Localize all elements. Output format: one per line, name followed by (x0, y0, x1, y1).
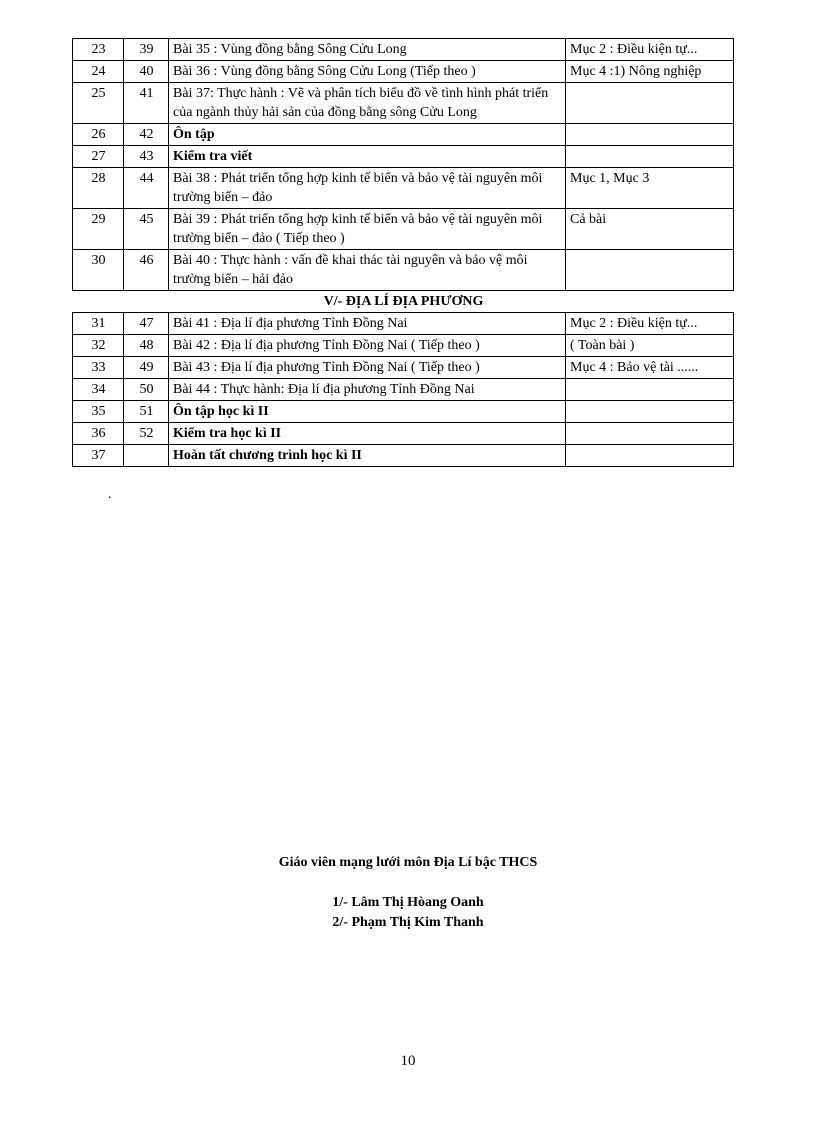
period-cell: 42 (124, 124, 169, 146)
table-row (73, 61, 734, 83)
lesson-cell: Ôn tập học kì II (169, 401, 566, 423)
note-cell (566, 401, 734, 423)
note-cell (566, 146, 734, 168)
period-cell: 51 (124, 401, 169, 423)
lesson-cell: Bài 35 : Vùng đồng bằng Sông Cửu Long (169, 39, 566, 61)
lesson-cell: Kiểm tra học kì II (169, 423, 566, 445)
note-cell (566, 445, 734, 467)
week-cell: 31 (73, 313, 124, 335)
table-row (73, 250, 734, 291)
table-row (73, 379, 734, 401)
period-cell: 45 (124, 209, 169, 250)
lesson-cell: Bài 37: Thực hành : Vẽ và phân tích biểu đồ về tình hình phát triển của ngành thủy hải sản của đồng bằng sông Cửu Long (169, 83, 566, 124)
signature-teacher-2: 2/- Phạm Thị Kim Thanh (332, 915, 484, 930)
week-cell: 33 (73, 357, 124, 379)
table-row (73, 335, 734, 357)
period-cell: 49 (124, 357, 169, 379)
period-cell: 48 (124, 335, 169, 357)
signature-teacher-1: 1/- Lâm Thị Hòang Oanh (332, 895, 484, 910)
note-cell: Cả bài (566, 209, 734, 250)
lesson-cell: Hoàn tất chương trình học kì II (169, 445, 566, 467)
week-cell: 26 (73, 124, 124, 146)
period-cell: 52 (124, 423, 169, 445)
lesson-cell: Ôn tập (169, 124, 566, 146)
table-row (73, 445, 734, 467)
period-cell: 39 (124, 39, 169, 61)
week-cell: 36 (73, 423, 124, 445)
week-cell: 35 (73, 401, 124, 423)
signature-heading: Giáo viên mạng lưới môn Địa Lí bậc THCS (278, 855, 538, 870)
note-cell (566, 83, 734, 124)
table-row (73, 313, 734, 335)
page-number: 10 (400, 1053, 416, 1069)
note-cell (566, 379, 734, 401)
period-cell (124, 445, 169, 467)
table-row (73, 357, 734, 379)
week-cell: 34 (73, 379, 124, 401)
note-cell (566, 423, 734, 445)
note-cell (566, 124, 734, 146)
lesson-cell: Bài 40 : Thực hành : vấn đề khai thác tài nguyên và bảo vệ môi trường biển – hải đảo (169, 250, 566, 291)
table-row (73, 209, 734, 250)
lesson-cell: Bài 42 : Địa lí địa phương Tỉnh Đồng Nai ( Tiếp theo ) (169, 335, 566, 357)
note-cell: Mục 1, Mục 3 (566, 168, 734, 209)
note-cell: ( Toàn bài ) (566, 335, 734, 357)
lesson-cell: Bài 41 : Địa lí địa phương Tỉnh Đồng Nai (169, 313, 566, 335)
lesson-cell: Bài 39 : Phát triển tổng hợp kinh tế biển và bảo vệ tài nguyên môi trường biển – đảo ( Tiếp theo ) (169, 209, 566, 250)
week-cell: 25 (73, 83, 124, 124)
note-cell: Mục 4 : Bảo vệ tài ...... (566, 357, 734, 379)
table-row (73, 401, 734, 423)
note-cell: Mục 2 : Điều kiện tự... (566, 313, 734, 335)
lesson-cell: Bài 38 : Phát triển tổng hợp kinh tế biển và bảo vệ tài nguyên môi trường biển – đảo (169, 168, 566, 209)
period-cell: 44 (124, 168, 169, 209)
curriculum-table-body (73, 39, 734, 467)
period-cell: 41 (124, 83, 169, 124)
lesson-cell: Kiểm tra viết (169, 146, 566, 168)
curriculum-table (72, 38, 734, 467)
table-row (73, 423, 734, 445)
table-row (73, 39, 734, 61)
table-row (73, 168, 734, 209)
note-cell: Mục 4 :1) Nông nghiệp (566, 61, 734, 83)
period-cell: 43 (124, 146, 169, 168)
table-row (73, 124, 734, 146)
week-cell: 28 (73, 168, 124, 209)
table-row (73, 83, 734, 124)
week-cell: 24 (73, 61, 124, 83)
period-cell: 47 (124, 313, 169, 335)
week-cell: 32 (73, 335, 124, 357)
week-cell: 23 (73, 39, 124, 61)
note-cell: Mục 2 : Điều kiện tự... (566, 39, 734, 61)
period-cell: 46 (124, 250, 169, 291)
period-cell: 40 (124, 61, 169, 83)
week-cell: 29 (73, 209, 124, 250)
note-cell (566, 250, 734, 291)
section-row (73, 291, 734, 313)
week-cell: 37 (73, 445, 124, 467)
stray-mark: . (108, 487, 112, 502)
table-row (73, 146, 734, 168)
week-cell: 30 (73, 250, 124, 291)
lesson-cell: Bài 44 : Thực hành: Địa lí địa phương Tỉnh Đồng Nai (169, 379, 566, 401)
week-cell: 27 (73, 146, 124, 168)
lesson-cell: Bài 36 : Vùng đồng bằng Sông Cửu Long (Tiếp theo ) (169, 61, 566, 83)
period-cell: 50 (124, 379, 169, 401)
section-title: V/- ĐỊA LÍ ĐỊA PHƯƠNG (323, 294, 484, 309)
lesson-cell: Bài 43 : Địa lí địa phương Tỉnh Đồng Nai ( Tiếp theo ) (169, 357, 566, 379)
